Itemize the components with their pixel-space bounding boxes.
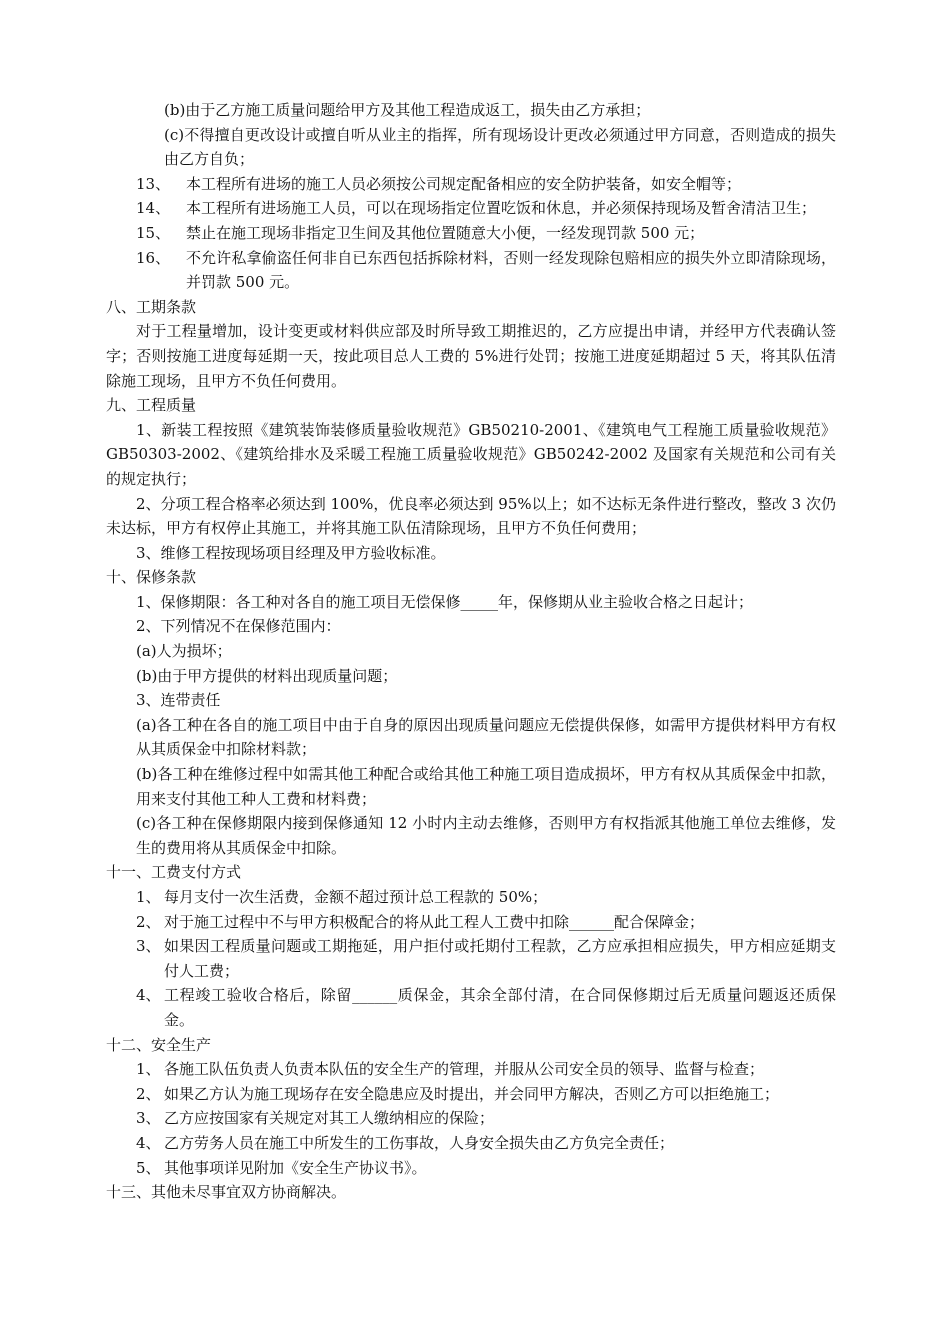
safety-item-3 (106, 1106, 836, 1131)
section-heading-8: 八、工期条款 (106, 297, 197, 316)
item-number: 5、 (136, 1158, 161, 1177)
item-text: 其他事项详见附加《安全生产协议书》。 (164, 1158, 427, 1177)
document-body (106, 98, 836, 1205)
item-text: 本工程所有进场的施工人员必须按公司规定配备相应的安全防护装备，如安全帽等； (186, 174, 742, 193)
section-heading-12: 十二、安全生产 (106, 1035, 212, 1054)
safety-item-2 (106, 1082, 836, 1107)
safety-item-1 (106, 1057, 836, 1082)
item-text: 禁止在施工现场非指定卫生间及其他位置随意大小便，一经发现罚款 500 元； (186, 223, 705, 242)
warranty-item-3a: (a)各工种在各自的施工项目中由于自身的原因出现质量问题应无偿提供保修，如需甲方提供材料甲方有权从其质保金中扣除材料款； (136, 715, 836, 759)
item-number: 2、 (136, 912, 161, 931)
item-14 (106, 196, 836, 221)
clause-b: (b)由于乙方施工质量问题给甲方及其他工程造成返工，损失由乙方承担； (164, 101, 651, 119)
warranty-item-1: 1、保修期限：各工种对各自的施工项目无偿保修_____年，保修期从业主验收合格之日起计； (136, 592, 754, 611)
section-heading-11: 十一、工费支付方式 (106, 863, 242, 882)
safety-item-4 (106, 1131, 836, 1156)
item-text: 乙方劳务人员在施工中所发生的工伤事故，人身安全损失由乙方负完全责任； (164, 1133, 675, 1152)
section-8-paragraph: 对于工程量增加，设计变更或材料供应部及时所导致工期推迟的，乙方应提出申请，并经甲方代表确认签字；否则按施工进度每延期一天，按此项目总人工费的 5%进行处罚；按施工进度延期超过 5 天，将其队伍清除施工现场，且甲方不负任何费用。 (106, 322, 836, 390)
item-number: 1、 (136, 888, 161, 906)
item-number: 4、 (136, 1133, 161, 1152)
safety-item-5 (106, 1156, 836, 1181)
item-16 (106, 246, 836, 295)
item-number: 3、 (136, 1109, 161, 1128)
warranty-item-2b: (b)由于甲方提供的材料出现质量问题； (136, 666, 398, 685)
quality-item-3: 3、维修工程按现场项目经理及甲方验收标准。 (136, 543, 446, 562)
item-text: 工程竣工验收合格后，除留______质保金，其余全部付清，在合同保修期过后无质量问题返还质保金。 (164, 986, 836, 1029)
item-text: 对于施工过程中不与甲方积极配合的将从此工程人工费中扣除______配合保障金； (164, 912, 705, 931)
warranty-item-3: 3、连带责任 (136, 691, 221, 710)
item-number: 15、 (136, 223, 171, 242)
item-number: 14、 (136, 199, 171, 218)
clause-c: (c)不得擅自更改设计或擅自听从业主的指挥，所有现场设计更改必须通过甲方同意，否则造成的损失由乙方自负； (164, 125, 836, 169)
warranty-item-3b: (b)各工种在维修过程中如需其他工种配合或给其他工种施工项目造成损坏，甲方有权从其质保金中扣款，用来支付其他工种人工费和材料费； (136, 765, 836, 808)
item-text: 如果乙方认为施工现场存在安全隐患应及时提出，并会同甲方解决，否则乙方可以拒绝施工； (164, 1084, 780, 1103)
item-text: 本工程所有进场施工人员，可以在现场指定位置吃饭和休息，并必须保持现场及暂舍清洁卫生； (186, 199, 817, 218)
payment-item-2 (106, 910, 836, 935)
section-heading-9: 九、工程质量 (106, 396, 197, 415)
item-number: 4、 (136, 986, 161, 1005)
item-number: 2、 (136, 1084, 161, 1103)
payment-item-1 (106, 885, 836, 910)
quality-item-1: 1、新装工程按照《建筑装饰装修质量验收规范》GB50210-2001、《建筑电气工程施工质量验收规范》GB50303-2002、《建筑给排水及采暖工程施工质量验收规范》GB50242-2002 及国家有关规范和公司有关的规定执行； (106, 420, 836, 488)
section-heading-13: 十三、其他未尽事宜双方协商解决。 (106, 1183, 347, 1202)
item-number: 1、 (136, 1060, 161, 1079)
item-number: 3、 (136, 937, 161, 956)
quality-item-2: 2、分项工程合格率必须达到 100%，优良率必须达到 95%以上；如不达标无条件进行整改，整改 3 次仍未达标，甲方有权停止其施工，并将其施工队伍清除现场，且甲方不负任何费用； (106, 494, 836, 538)
item-text: 不允许私拿偷盗任何非自已东西包括拆除材料，否则一经发现除包赔相应的损失外立即清除现场，并罚款 500 元。 (186, 248, 836, 292)
item-text: 每月支付一次生活费，金额不超过预计总工程款的 50%； (164, 888, 548, 906)
section-heading-10: 十、保修条款 (106, 568, 197, 587)
item-number: 13、 (136, 174, 171, 193)
item-text: 各施工队伍负责人负责本队伍的安全生产的管理，并服从公司安全员的领导、监督与检查； (164, 1060, 765, 1079)
item-13 (106, 172, 836, 197)
item-15 (106, 221, 836, 246)
item-text: 如果因工程质量问题或工期拖延，用户拒付或托期付工程款，乙方应承担相应损失，甲方相应延期支付人工费； (164, 937, 836, 980)
warranty-item-3c: (c)各工种在保修期限内接到保修通知 12 小时内主动去维修，否则甲方有权指派其他施工单位去维修，发生的费用将从其质保金中扣除。 (136, 814, 836, 857)
warranty-item-2a: (a)人为损坏； (136, 642, 232, 661)
item-text: 乙方应按国家有关规定对其工人缴纳相应的保险； (164, 1109, 495, 1128)
payment-item-3 (106, 934, 836, 983)
item-number: 16、 (136, 248, 171, 267)
payment-item-4 (106, 983, 836, 1032)
warranty-item-2: 2、下列情况不在保修范围内： (136, 617, 341, 636)
